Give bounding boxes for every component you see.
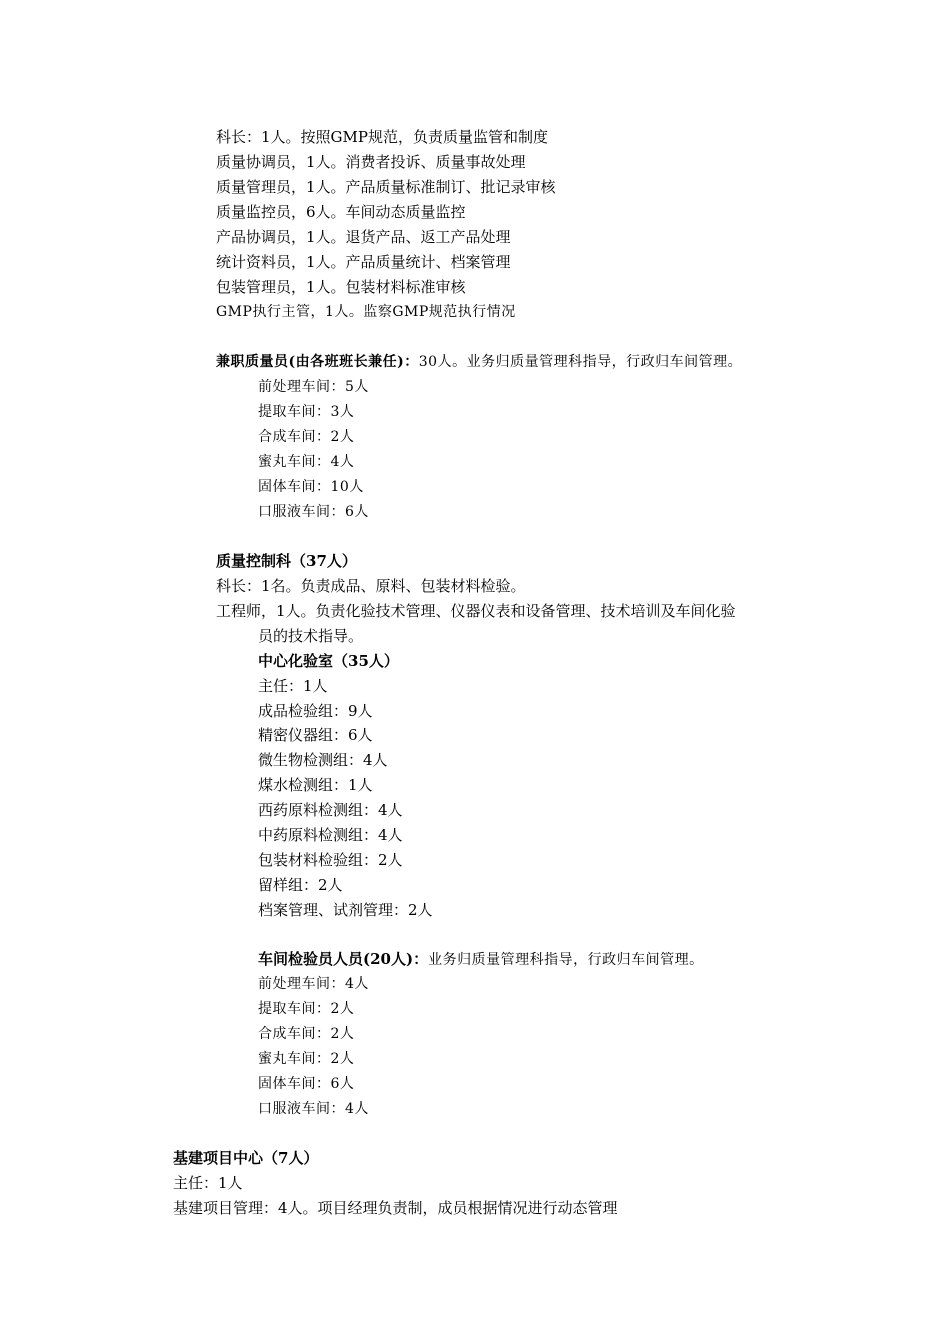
part-time-item: 口服液车间：6人: [258, 504, 369, 520]
qa-staff-line: 质量协调员，1人。消费者投诉、质量事故处理: [216, 153, 526, 171]
lab-item: 煤水检测组：1人: [258, 776, 373, 794]
part-time-item: 合成车间：2人: [258, 429, 355, 445]
lab-item: 包装材料检验组：2人: [258, 851, 403, 869]
lab-item: 中药原料检测组：4人: [258, 826, 403, 844]
qc-engineer-line: 员的技术指导。: [258, 627, 364, 645]
part-time-desc: 30人。业务归质量管理科指导，行政归车间管理。: [418, 354, 743, 370]
qc-section-title: 质量控制科（37人）: [216, 552, 357, 570]
inspectors-heading: [258, 949, 704, 970]
qa-staff-line: 科长：1人。按照GMP规范，负责质量监管和制度: [216, 128, 548, 146]
qa-staff-line: 质量管理员，1人。产品质量标准制订、批记录审核: [216, 178, 556, 196]
infra-section-title: 基建项目中心（7人）: [173, 1149, 319, 1167]
qa-staff-line: 统计资料员，1人。产品质量统计、档案管理: [216, 253, 511, 271]
lab-item: 微生物检测组：4人: [258, 751, 388, 769]
lab-item: 成品检验组：9人: [258, 702, 373, 720]
part-time-item: 前处理车间：5人: [258, 379, 369, 395]
qc-engineer-line: 工程师，1人。负责化验技术管理、仪器仪表和设备管理、技术培训及车间化验: [216, 602, 736, 620]
lab-item: 档案管理、试剂管理：2人: [258, 901, 433, 919]
lab-item: 主任：1人: [258, 677, 328, 695]
inspectors-title: 车间检验员人员(20人)：: [258, 950, 429, 968]
part-time-title: 兼职质量员(由各班班长兼任)：: [216, 354, 419, 370]
part-time-heading: [216, 352, 742, 372]
inspector-item: 合成车间：2人: [258, 1026, 355, 1042]
inspector-item: 蜜丸车间：2人: [258, 1051, 355, 1067]
qa-staff-line: 质量监控员，6人。车间动态质量监控: [216, 203, 466, 221]
infra-director: 主任：1人: [173, 1174, 243, 1192]
qa-staff-line: GMP执行主管，1人。监察GMP规范执行情况: [216, 304, 516, 320]
inspector-item: 提取车间：2人: [258, 1001, 355, 1017]
inspector-item: 前处理车间：4人: [258, 976, 369, 992]
inspector-item: 固体车间：6人: [258, 1076, 355, 1092]
part-time-item: 蜜丸车间：4人: [258, 454, 355, 470]
lab-item: 留样组：2人: [258, 876, 343, 894]
lab-title: 中心化验室（35人）: [258, 652, 399, 670]
lab-item: 西药原料检测组：4人: [258, 801, 403, 819]
qc-chief: 科长：1名。负责成品、原料、包装材料检验。: [216, 577, 526, 595]
infra-management: 基建项目管理：4人。项目经理负责制，成员根据情况进行动态管理: [173, 1199, 618, 1217]
part-time-item: 固体车间：10人: [258, 479, 364, 495]
inspectors-desc: 业务归质量管理科指导，行政归车间管理。: [428, 952, 704, 968]
part-time-item: 提取车间：3人: [258, 404, 355, 420]
qa-staff-line: 包装管理员，1人。包装材料标准审核: [216, 278, 466, 296]
inspector-item: 口服液车间：4人: [258, 1101, 369, 1117]
qa-staff-line: 产品协调员，1人。退货产品、返工产品处理: [216, 228, 511, 246]
lab-item: 精密仪器组：6人: [258, 726, 373, 744]
